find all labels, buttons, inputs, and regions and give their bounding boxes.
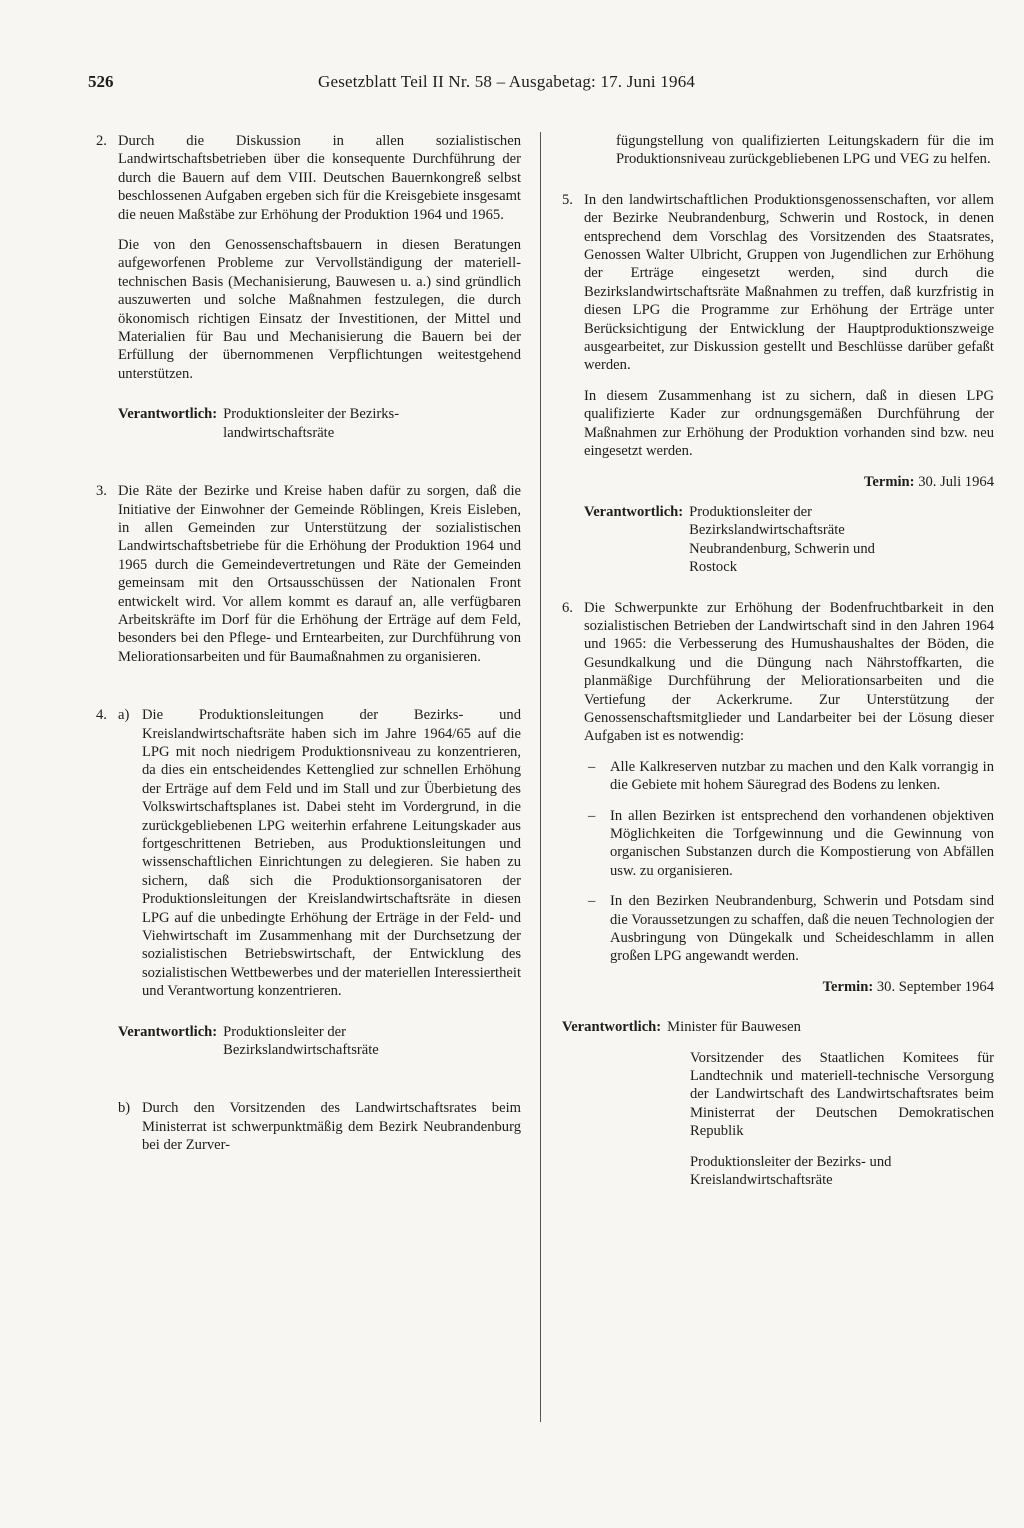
subitem-b bbox=[118, 1099, 521, 1154]
paragraph: Die Räte der Bezirke und Kreise haben dafür zu sorgen, daß die Initiative der Einwohner der Gemeinde Röblingen, Kreis Eisleben, in allen Gemeinden zur Unterstützung der sozialistischen Landwirtschaftsbetriebe für die Erhöhung der Produktion 1964 und 1965 durch die Gemeindevertretungen und Räte der Gemeinden gemeinsam mit den Ortsausschüssen der Nationalen Front entwickelt wird. Vor allem kommt es darauf an, alle verfügbaren Arbeitskräfte im Dorf für die Erhöhung der Erträge auf dem Feld, besonders bei den Pflege- und Erntearbeiten, zur Durchführung von Meliorationsarbeiten und für Baumaßnahmen zu organisieren. bbox=[118, 483, 521, 665]
responsibility-line bbox=[584, 503, 994, 577]
responsibility-line bbox=[118, 1023, 521, 1060]
dash-bullet: – bbox=[588, 758, 596, 775]
responsibility-label: Verantwortlich: bbox=[118, 1023, 218, 1040]
paragraph: Durch die Diskussion in allen sozialistischen Landwirtschaftsbetrieben über die konsequente Durchführung der durch die Bauern auf dem VIII. Deutschen Bauernkongreß selbst beschlossenen Aufgaben ergeben sich für die Kreisgebiete insgesamt die neuen Maßstäbe zur Erhöhung der Produktion 1964 und 1965. bbox=[118, 133, 521, 223]
paragraph: Die Produktionsleitungen der Bezirks- und Kreislandwirtschaftsräte haben sich im Jahre 1964/65 auf die LPG mit noch niedrigem Produktionsniveau zu konzentrieren, da dies ein entscheidendes Kettenglied zur schnellen Erhöhung der Erträge auf dem Feld und im Stall und zur Überbietung des Volkswirtschaftsplanes ist. Dabei steht im Vordergrund, in die zurückgebliebenen LPG weiterhin erfahrene Leitungskader aus fortgeschrittenen Betrieben, aus Produktionsleitungen und wissenschaftlichen Einrichtungen zu delegieren. Sie haben zu sichern, daß sich die Produktionsorganisatoren der Produktionsleitungen der Kreislandwirtschaftsräte in diesen LPG auf die unbedingte Erhöhung der Erträge in der Feld- und Viehwirtschaft im Zusammenhang mit der Durchsetzung der sozialistischen Betriebswirtschaft, der Entwicklung des sozialistischen Wettbewerbes und der materiellen Interessiertheit und Verantwortung konzentrieren. bbox=[142, 707, 521, 1000]
continuation-paragraph: fügungstellung von qualifizierten Leitungskadern für die im Produktionsniveau zurückgebliebenen LPG und VEG zu helfen. bbox=[616, 133, 994, 168]
item-number: 4. bbox=[96, 707, 107, 724]
deadline-line bbox=[584, 978, 994, 996]
paragraph: Alle Kalkreserven nutzbar zu machen und den Kalk vorrangig in die Gebiete mit hohem Säuregrad des Bodens zu lenken. bbox=[610, 758, 994, 794]
item-number: 6. bbox=[562, 599, 573, 616]
paragraph: In allen Bezirken ist entsprechend den vorhandenen objektiven Möglichkeiten die Torfgewinnung und die Gewinnung von organischen Substanzen durch die Kompostierung von Abfällen usw. zu organisieren. bbox=[610, 807, 994, 879]
dash-item bbox=[584, 807, 994, 881]
page-number: 526 bbox=[88, 72, 114, 91]
item-number: 2. bbox=[96, 133, 107, 149]
responsibility-value: Produktionsleiter der Bezirks- landwirtschaftsräte bbox=[223, 406, 400, 441]
responsibility-value: Minister für Bauwesen bbox=[667, 1019, 801, 1036]
dash-item bbox=[584, 892, 994, 966]
paragraph: In den Bezirken Neubrandenburg, Schwerin und Potsdam sind die Voraussetzungen zu schaffen, daß die neuen Technologien der Ausbringung von Düngekalk und Scheideschlamm in allen großen LPG angewandt werden. bbox=[610, 893, 994, 965]
dash-bullet: – bbox=[588, 807, 596, 824]
right-column bbox=[562, 132, 994, 1190]
item-number: 5. bbox=[562, 191, 573, 208]
responsibility-label: Verantwortlich: bbox=[584, 503, 684, 520]
deadline-line bbox=[584, 473, 994, 491]
responsibility-label: Verantwortlich: bbox=[118, 406, 218, 423]
subitem-a bbox=[118, 706, 521, 1001]
subitem-label: a) bbox=[118, 707, 130, 724]
paragraph: Durch den Vorsitzenden des Landwirtschaftsrates beim Ministerrat ist schwerpunktmäßig dem Bezirk Neubrandenburg bei der Zurver- bbox=[142, 1100, 521, 1154]
page-header bbox=[0, 72, 1024, 96]
item-number: 3. bbox=[96, 483, 107, 500]
item-5 bbox=[562, 191, 994, 577]
responsibility-label: Verantwortlich: bbox=[562, 1019, 662, 1036]
responsibility-value: Produktionsleiter der Bezirkslandwirtschaftsräte bbox=[223, 1023, 379, 1059]
deadline-label: Termin: bbox=[822, 978, 874, 995]
deadline-value: 30. September 1964 bbox=[876, 978, 994, 995]
responsibility-line bbox=[118, 405, 521, 442]
item-4 bbox=[96, 706, 521, 1155]
responsibility-line bbox=[562, 1018, 994, 1036]
paragraph: Die von den Genossenschaftsbauern in diesen Beratungen aufgeworfenen Probleme zur Vervollständigung der materiell-technischen Basis (Mechanisierung, Bauwesen u. a.) sind gründlich auszuwerten und solche Maßnahmen festzulegen, die durch ökonomisch richtigen Einsatz der Investitionen, der Mittel und Materialien für Bau und Mechanisierung die Bauern bei der Erfüllung der übernommenen Verpflichtungen weitestgehend unterstützen. bbox=[118, 237, 521, 382]
paragraph: Die Schwerpunkte zur Erhöhung der Bodenfruchtbarkeit in den sozialistischen Betrieben der Landwirtschaft sind in den Jahren 1964 und 1965: die Verbesserung des Humushaushaltes der Böden, die Gesundkalkung und die Düngung nach Nährstoffkarten, die planmäßige Durchführung der Meliorationsarbeiten und die Vertiefung der Ackerkrume. Zur Unterstützung der Genossenschaftsmitglieder und Landarbeiter bei der Lösung dieser Aufgaben ist es notwendig: bbox=[584, 599, 994, 745]
item-3 bbox=[96, 482, 521, 666]
deadline-value: 30. Juli 1964 bbox=[918, 473, 994, 490]
responsibility-extra: Vorsitzender des Staatlichen Komitees für Landtechnik und materiell-technische Versorgung der Landwirtschaft des Landwirtschaftsrates beim Ministerrat der Deutschen Demokratischen Republik bbox=[690, 1049, 994, 1140]
item-2 bbox=[96, 132, 521, 442]
deadline-label: Termin: bbox=[863, 473, 915, 490]
responsibility-value: Produktionsleiter der Bezirkslandwirtschaftsräte Neubrandenburg, Schwerin und Rostock bbox=[689, 503, 875, 576]
header-title: Gesetzblatt Teil II Nr. 58 – Ausgabetag: 17. Juni 1964 bbox=[318, 72, 696, 91]
item-6 bbox=[562, 599, 994, 1190]
dash-item bbox=[584, 758, 994, 795]
paragraph: In den landwirtschaftlichen Produktionsgenossenschaften, vor allem der Bezirke Neubrandenburg, Schwerin und Rostock, in denen entsprechend dem Vorschlag des Vorsitzenden des Staatsrates, Genossen Walter Ulbricht, Gruppen von Jugendlichen zur Erhöhung der Erträge eingesetzt werden, sind durch die Bezirkslandwirtschaftsräte Maßnahmen zu treffen, daß kurzfristig in diesen LPG die Programme zur Erhöhung der Erträge unter Berücksichtigung der Entwicklung der Hauptproduktionszweige ausgearbeitet, zur Diskussion gestellt und Beschlüsse darüber gefaßt werden. bbox=[584, 191, 994, 374]
responsibility-extra: Produktionsleiter der Bezirks- und Kreislandwirtschaftsräte bbox=[690, 1153, 892, 1189]
paragraph: In diesem Zusammenhang ist zu sichern, daß in diesen LPG qualifizierte Kader zur ordnungsgemäßen Durchführung der Maßnahmen zur Erhöhung der Produktion vorhanden sind bzw. neu eingesetzt werden. bbox=[584, 387, 994, 460]
dash-bullet: – bbox=[588, 893, 596, 910]
subitem-label: b) bbox=[118, 1100, 131, 1117]
left-column bbox=[96, 132, 521, 1155]
column-divider bbox=[540, 132, 541, 1422]
